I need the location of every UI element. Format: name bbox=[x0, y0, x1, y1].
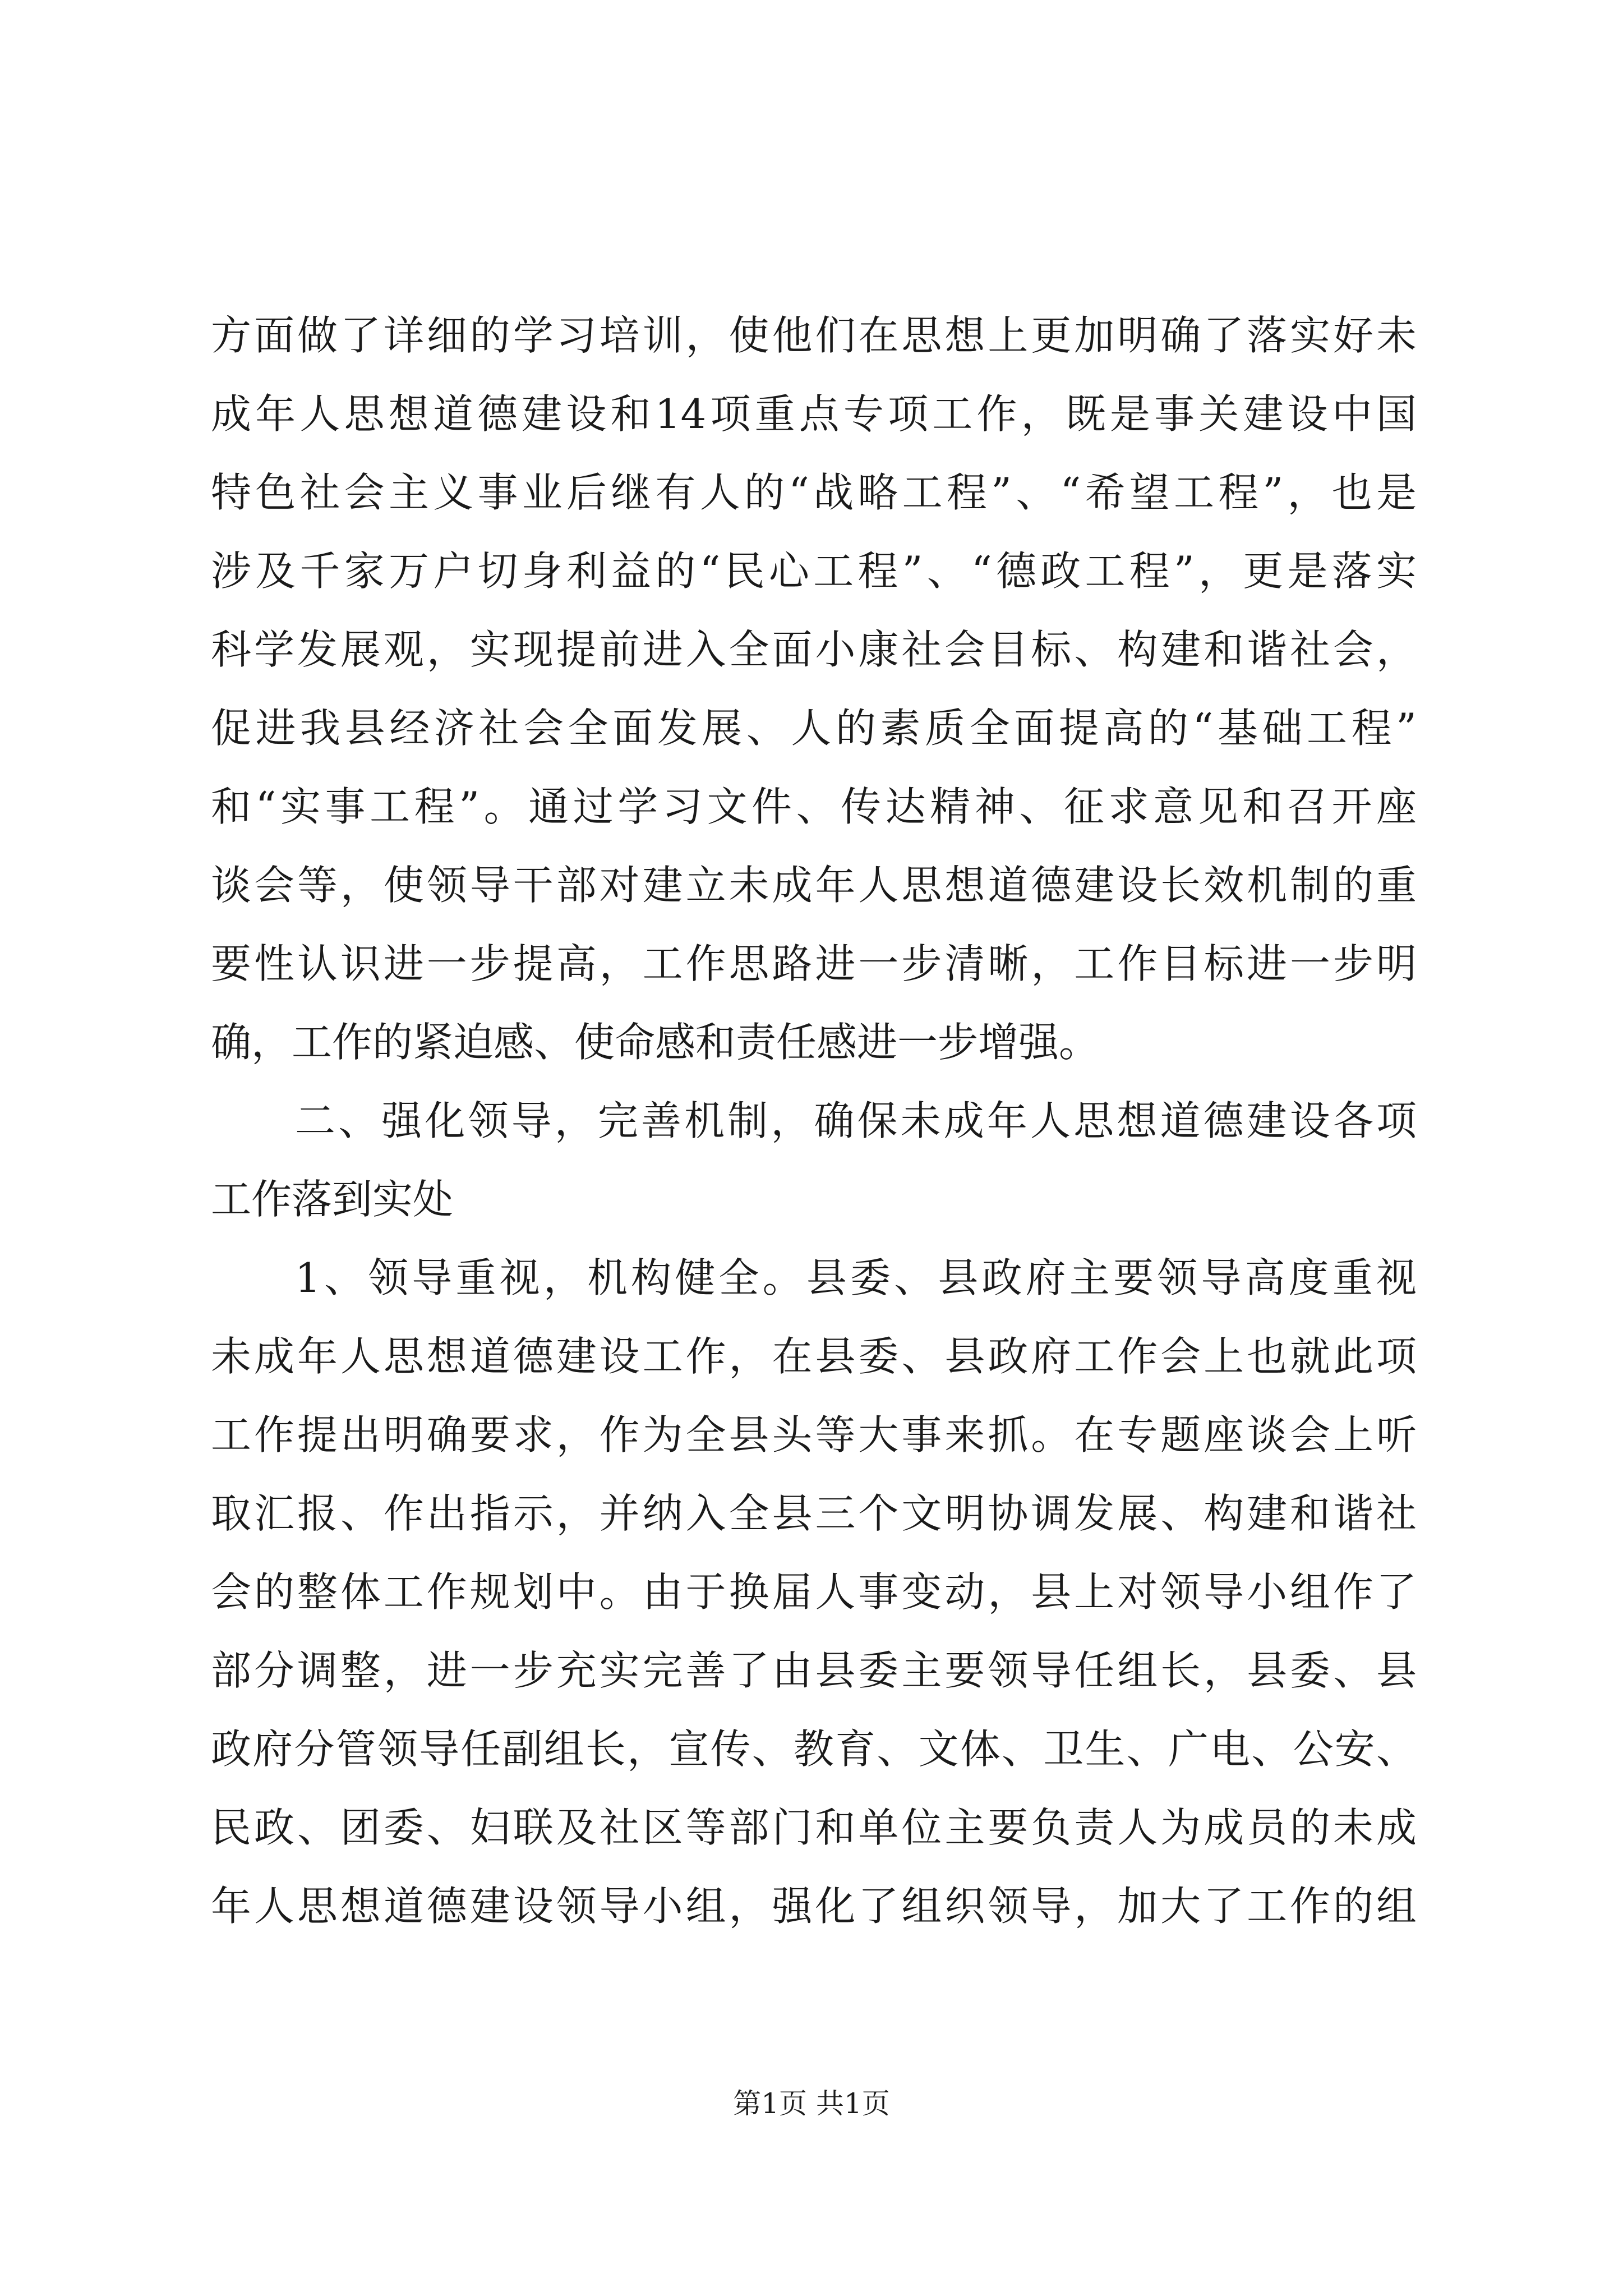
text-line: 方面做了详细的学习培训，使他们在思想上更加明确了落实好未 bbox=[211, 312, 1417, 359]
text-line: 未成年人思想道德建设工作，在县委、县政府工作会上也就此项 bbox=[211, 1333, 1417, 1380]
text-line: 政府分管领导任副组长，宣传、教育、文体、卫生、广电、公安、 bbox=[211, 1726, 1417, 1773]
text-line: 促进我县经济社会全面发展、人的素质全面提高的“基础工程” bbox=[211, 705, 1417, 752]
text-line: 会的整体工作规划中。由于换届人事变动，县上对领导小组作了 bbox=[211, 1568, 1417, 1616]
text-line: 年人思想道德建设领导小组，强化了组织领导，加大了工作的组 bbox=[211, 1883, 1417, 1930]
text-line: 1、领导重视，机构健全。县委、县政府主要领导高度重视 bbox=[295, 1254, 1417, 1301]
text-line: 要性认识进一步提高，工作思路进一步清晰，工作目标进一步明 bbox=[211, 940, 1417, 987]
text-line: 科学发展观，实现提前进入全面小康社会目标、构建和谐社会， bbox=[211, 626, 1417, 673]
text-line: 成年人思想道德建设和14项重点专项工作，既是事关建设中国 bbox=[211, 390, 1417, 438]
text-line: 确，工作的紧迫感、使命感和责任感进一步增强。 bbox=[211, 1019, 1100, 1066]
text-line: 工作提出明确要求，作为全县头等大事来抓。在专题座谈会上听 bbox=[211, 1411, 1417, 1458]
document-body bbox=[211, 296, 1417, 1945]
text-line: 谈会等，使领导干部对建立未成年人思想道德建设长效机制的重 bbox=[211, 862, 1417, 909]
text-line: 工作落到实处 bbox=[211, 1176, 454, 1223]
text-line: 民政、团委、妇联及社区等部门和单位主要负责人为成员的未成 bbox=[211, 1804, 1417, 1851]
text-line: 部分调整，进一步充实完善了由县委主要领导任组长，县委、县 bbox=[211, 1647, 1417, 1694]
text-line: 二、强化领导，完善机制，确保未成年人思想道德建设各项 bbox=[295, 1097, 1417, 1144]
text-line: 涉及千家万户切身利益的“民心工程”、“德政工程”，更是落实 bbox=[211, 547, 1417, 595]
page-footer: 第1页 共1页 bbox=[733, 2087, 890, 2120]
text-line: 和“实事工程”。通过学习文件、传达精神、征求意见和召开座 bbox=[211, 783, 1417, 830]
text-line: 取汇报、作出指示，并纳入全县三个文明协调发展、构建和谐社 bbox=[211, 1490, 1417, 1537]
text-line: 特色社会主义事业后继有人的“战略工程”、“希望工程”，也是 bbox=[211, 469, 1417, 516]
